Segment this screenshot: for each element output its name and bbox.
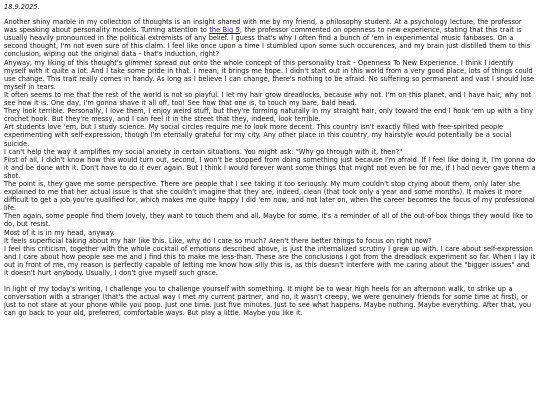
paragraph: Most of it is in my head, anyway. <box>4 228 115 237</box>
paragraph: First of all, I didn't know how this would turn out, second, I won't be stopped from doing something just because I'm afraid. If I feel like doing it, I'm gonna do it and be done with it. Don't have to do it ever again. But I think I would forever want some things that might not even be for me, if I had never gave them a shot. <box>4 155 536 180</box>
intro-text-before-link: Another shiny marble in my collection of thoughts is an insight shared with me by my friend, a philosophy student. At a psychology lecture, the professor was speaking about personality models. Turning attention to <box>4 18 522 35</box>
paragraph: Art students love 'em, but I study science. My social circles require me to look more decent. This country isn't exactly filled with free-spirited people experimenting with self-expression, though I'm eternally grateful for my city. Any other place in this country, my hairstyle would potentially be a social suicide. <box>4 123 512 148</box>
closing-paragraph: In light of my today's writing, I challenge you to challenge yourself with something. It might be to wear high heels for an afternoon walk, to strike up a conversation with a stranger (that's the actual way I met my current partner, and no, it wasn't creepy, we were genuinely friends for some time at first), or just to not stare at your phone while you poop. Just one time. Just five minutes. Just to see what happens. Maybe nothing. Maybe everything. After that, you can go back to your old, preferred, comfortable ways. But play a little. Maybe you like it. <box>4 285 532 318</box>
intro-paragraph <box>4 18 536 58</box>
paragraph: Anyway, my liking of this thought's glimmer spread out onto the whole concept of this personality trait - Openness To New Experience. I think I identify myself with it quite a lot. And I take some pride in that. I mean, it brings me hope. I didn't start out in this world from a very good place, lots of things could use change. This trait really comes in handy. As long as I believe I can change, there's nothing to be afraid. No suffering so permanent and vast I should lose myself in tears. <box>4 58 535 91</box>
paragraph: They look terrible. Personally, I love them, I enjoy weird stuff, but they're forming naturally in my straight hair, only toward the end I hook 'em up with a tiny crochet hook. But they're messy, and I can feel it in the street that they, indeed, look terrible. <box>4 107 533 124</box>
paragraph: The point is, they gave me some perspective. There are people that I see taking it too seriously. My mum couldn't stop crying about them, only later she explained to me that her actual issue is that she couldn't imagine that they are, indeed, clean (that took only a year and some months). It makes it more difficult to get a job you're qualified for, which makes me quite happy I did 'em now, and not later on, when the career becomes the focus of my professional life. <box>4 179 535 213</box>
paragraph: It often seems to me that the rest of the world is not so playful. I let my hair grow dreadlocks, because why not. I'm on this planet, and I have hair, why not see how it is. One day, I'm gonna shave it all off, too! See how that one is, to touch my bare, bald head. <box>4 90 532 108</box>
post-date: 18.9.2025. <box>4 3 40 11</box>
big-five-link[interactable]: the Big 5 <box>209 26 240 35</box>
intro-text-after-link: , the professor commented on openness to new experience, stating that this trait is usually heavily pronounced in the political extremists of any belief. I guess that's why I often find a bunch of 'em in experimental music fanbases. On a second thought, I'm not even sure of this claim. I feel like once upon a time I stumbled upon some such occurences, and my brain just distilled them to this conclusion, wiping out the original data - that's induction, right? <box>4 26 531 59</box>
paragraph: It feels superficial taking about my hair like this. Like, why do I care so much? Aren't there better things to focus on right now? <box>4 236 432 245</box>
paragraph: I can't help the way it amplifies my social anxiety in certain situations. You might ask: "Why go through with it, then?" <box>4 147 403 156</box>
paragraph: I feel this criticism, together with the whole cocktail of emotions described above, is just the internalized scrutiny I grew up with. I care about self-expression and I care about how people see me and I find this to make me less-than. These are the conclusions I got from the dreadlock experiment so far. When I lay it out in front of me, my reason is perfectly capable of letting me know how silly this is, as this doesn't interfere with me caring about the "bigger issues" and it doesn't hurt anybody. Usually, I don't give myself such grace. <box>4 244 536 277</box>
paragraph: Then again, some people find them lovely, they want to touch them and all. Maybe for some, it's a reminder of all of the out-of-box things they would like to do, but resist. <box>4 212 533 229</box>
